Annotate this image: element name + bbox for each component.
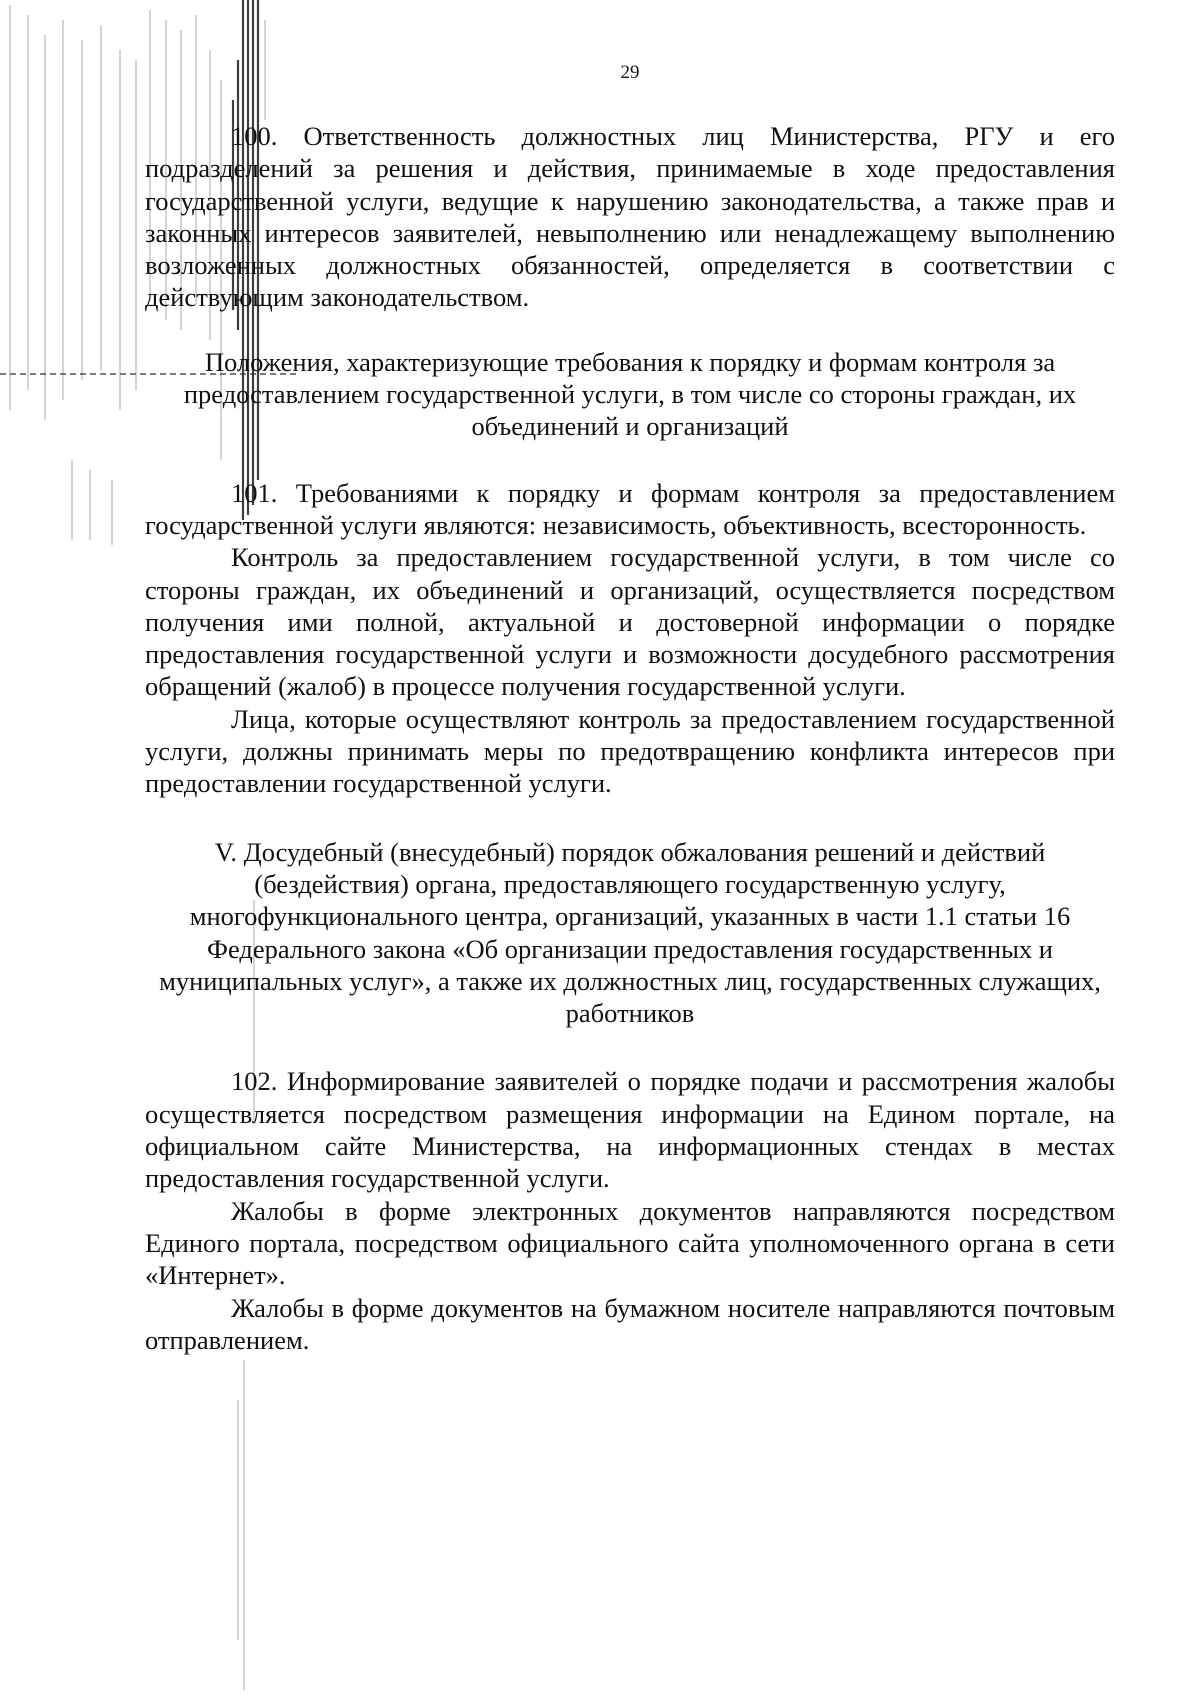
heading-control-requirements: Положения, характеризующие требования к порядку и формам контроля за предоставлением государственной услуги, в том числе со стороны граждан, их объединений и организаций [183,346,1077,442]
paragraph-101-control-forms: 101. Требованиями к порядку и формам контроля за предоставлением государственной услуги являются: независимость, объективность, всесторонность. [145,477,1115,540]
page-number: 29 [620,62,640,83]
paragraph-102-electronic-complaints: Жалобы в форме электронных документов направляются посредством Единого портала, посредством официального сайта уполномоченного органа в сети «Интернет». [145,1195,1115,1291]
paragraph-102-complaint-info: 102. Информирование заявителей о порядке подачи и рассмотрения жалобы осуществляется посредством размещения информации на Едином портале, на официальном сайте Министерства, на информационных стендах в местах предоставления государственной услуги. [145,1066,1115,1194]
document-page [145,62,1115,1356]
heading-section-v-appeal: V. Досудебный (внесудебный) порядок обжалования решений и действий (бездействия) органа, предоставляющего государственную услугу, многофункционального центра, организаций, указанных в части 1.1 статьи 16 Федерального закона «Об организации предоставления государственных и муниципальных услуг», а также их должностных лиц, государственных служащих, работников [159,836,1101,1029]
paragraph-101-citizen-control: Контроль за предоставлением государственной услуги, в том числе со стороны граждан, их объединений и организаций, осуществляется посредством получения ими полной, актуальной и достоверной информации о порядке предоставления государственной услуги и возможности досудебного рассмотрения обращений (жалоб) в процессе получения государственной услуги. [145,542,1115,702]
paragraph-100-responsibility: 100. Ответственность должностных лиц Министерства, РГУ и его подразделений за решения и действия, принимаемые в ходе предоставления государственной услуги, ведущие к нарушению законодательства, а также прав и законных интересов заявителей, невыполнению или ненадлежащему выполнению возложенных должностных обязанностей, определяется в соответствии с действующим законодательством. [145,121,1115,313]
paragraph-101-conflict-of-interest: Лица, которые осуществляют контроль за предоставлением государственной услуги, должны принимать меры по предотвращению конфликта интересов при предоставлении государственной услуги. [145,703,1115,799]
paragraph-102-paper-complaints: Жалобы в форме документов на бумажном носителе направляются почтовым отправлением. [145,1292,1115,1355]
